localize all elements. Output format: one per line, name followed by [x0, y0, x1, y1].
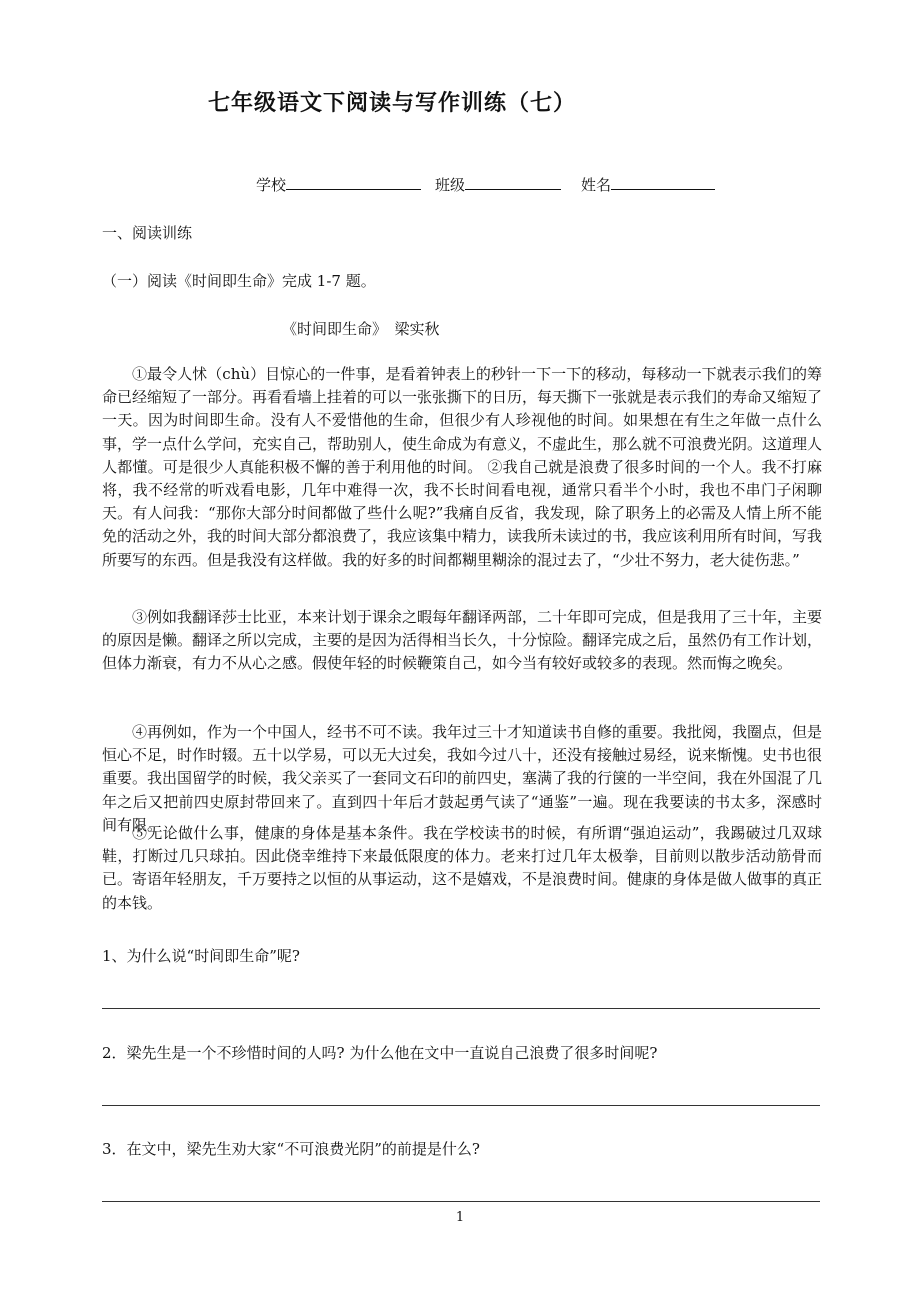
- name-label: 姓名: [581, 176, 612, 194]
- subsection-heading: （一）阅读《时间即生命》完成 1-7 题。: [102, 272, 376, 290]
- name-blank[interactable]: [611, 173, 715, 190]
- question-2: 2．梁先生是一个不珍惜时间的人吗? 为什么他在文中一直说自己浪费了很多时间呢?: [102, 1044, 658, 1062]
- answer-line-2[interactable]: [102, 1105, 820, 1106]
- answer-line-3[interactable]: [102, 1201, 820, 1202]
- question-1: 1、为什么说“时间即生命”呢?: [102, 947, 300, 965]
- question-3: 3．在文中，梁先生劝大家“不可浪费光阴”的前提是什么?: [102, 1140, 480, 1158]
- answer-line-1[interactable]: [102, 1008, 820, 1009]
- paragraph-4: ④再例如，作为一个中国人，经书不可不读。我年过三十才知道读书自修的重要。我批阅，我圈点，但是恒心不足，时作时辍。五十以学易，可以无大过矣，我如今过八十，还没有接触过易经，说来惭愧。史书也很重要。我出国留学的时候，我父亲买了一套同文石印的前四史，塞满了我的行箧的一半空间，我在外国混了几年之后又把前四史原封带回来了。直到四十年后才鼓起勇气读了“通鉴”一遍。现在我要读的书太多，深感时间有限。: [102, 723, 823, 834]
- class-blank[interactable]: [465, 173, 561, 190]
- paragraph-1-2: ①最令人怵（chù）目惊心的一件事，是看着钟表上的秒针一下一下的移动，每移动一下就表示我们的筹命已经缩短了一部分。再看看墙上挂着的可以一张张撕下的日历，每天撕下一张就是表示我们的寿命又缩短了一天。因为时间即生命。没有人不爱惜他的生命，但很少有人珍视他的时间。如果想在有生之年做一点什么事，学一点什么学问，充实自己，帮助别人，使生命成为有意义，不虚此生，那么就不可浪费光阴。这道理人人都懂。可是很少人真能积极不懈的善于利用他的时间。 ②我自己就是浪费了很多时间的一个人。我不打麻将，我不经常的听戏看电影，几年中难得一次，我不长时间看电视，通常只看半个小时，我也不串门子闲聊天。有人问我：“那你大部分时间都做了些什么呢?”我痛自反省，我发现，除了职务上的必需及人情上所不能免的活动之外，我的时间大部分都浪费了，我应该集中精力，读我所未读过的书，我应该利用所有时间，写我所要写的东西。但是我没有这样做。我的好多的时间都糊里糊涂的混过去了，“少壮不努力，老大徒伤悲。”: [102, 365, 823, 569]
- school-blank[interactable]: [286, 173, 421, 190]
- class-label: 班级: [435, 176, 466, 194]
- page-title: 七年级语文下阅读与写作训练（七）: [208, 90, 577, 116]
- school-label: 学校: [256, 176, 287, 194]
- section-heading: 一、阅读训练: [102, 224, 193, 242]
- paragraph-5: ⑤无论做什么事，健康的身体是基本条件。我在学校读书的时候，有所谓“强迫运动”，我踢破过几双球鞋，打断过几只球拍。因此侥幸维持下来最低限度的体力。老来打过几年太极拳，目前则以散步活动筋骨而已。寄语年轻朋友，千万要持之以恒的从事运动，这不是嬉戏，不是浪费时间。健康的身体是做人做事的真正的本钱。: [102, 824, 823, 912]
- article-title: 《时间即生命》 梁实秋: [282, 320, 440, 338]
- student-info-row: [256, 173, 729, 195]
- page-number: 1: [455, 1210, 465, 1225]
- paragraph-3: ③例如我翻译莎士比亚，本来计划于课余之暇每年翻译两部，二十年即可完成，但是我用了三十年，主要的原因是懒。翻译之所以完成，主要的是因为活得相当长久，十分惊险。翻译完成之后，虽然仍有工作计划，但体力渐衰，有力不从心之感。假使年轻的时候鞭策自己，如今当有较好或较多的表现。然而悔之晚矣。: [102, 608, 823, 673]
